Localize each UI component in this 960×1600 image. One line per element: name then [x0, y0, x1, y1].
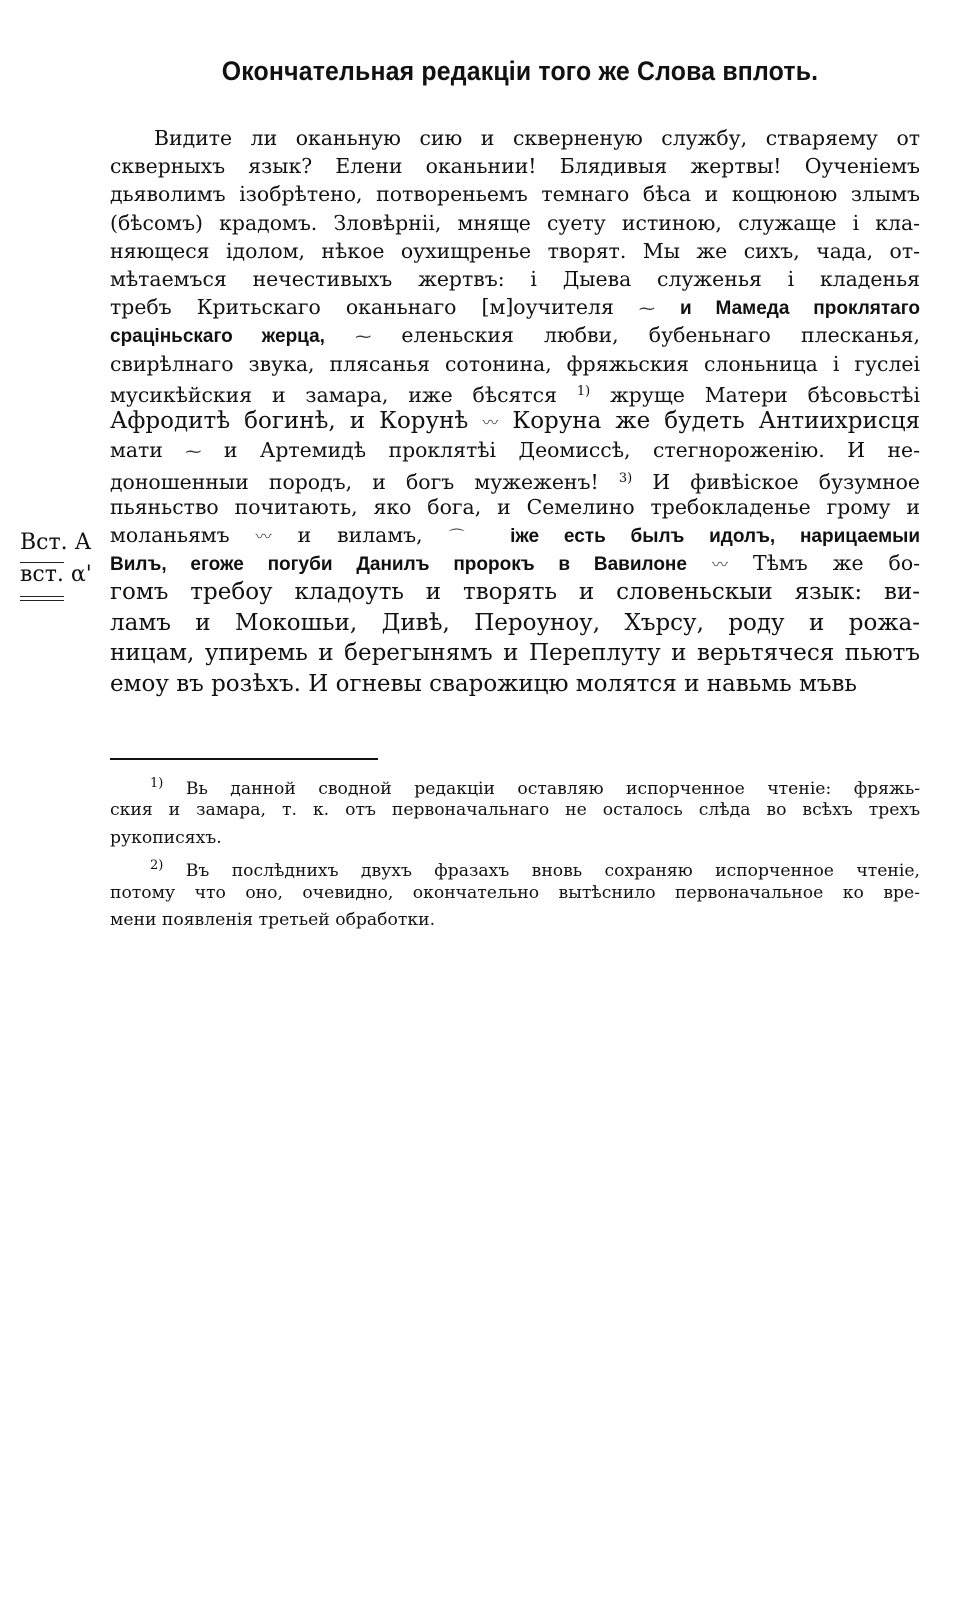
margin-note-insertion-a: Вст. А: [20, 530, 92, 555]
text-line: [110, 549, 920, 577]
page-title: Окончательная редакціи того же Слова вплоть.: [221, 56, 819, 86]
text-line: пьяньство почитають, яко бога, и Семелино требокладенье грому и: [110, 494, 920, 519]
text-line: ницам, упиремь и берегынямъ и Переплуту и верьтячеся пьютъ: [110, 640, 920, 667]
text-line: Видите ли оканьную сию и скверненую службу, ствaряему от: [154, 126, 920, 150]
footnote-mark: 2): [150, 858, 164, 874]
bold-insertion: Вилъ, егоже погуби Данилъ пророкъ в Вавилоне: [110, 554, 687, 576]
text-line: скверныхъ язык? Елени оканьнии! Блядивыя жертвы! Оученіемъ: [110, 154, 920, 179]
text-segment: Афродитѣ богинѣ, и Корунѣ: [110, 407, 469, 434]
omission-mark: ⁓: [638, 299, 655, 319]
footnote-text: Въ послѣднихъ двухъ фразахъ вновь сохраняю испорченное чтеніе,: [185, 861, 920, 882]
text-segment: Коруна же будеть Антиихрисця: [512, 407, 921, 434]
text-segment: мати: [110, 438, 163, 463]
text-line: [110, 378, 920, 406]
text-segment: жруще Матери бѣсовьстѣі: [610, 382, 920, 407]
text-line: мѣтаемъся нечестивыхъ жертвъ: і Дыева служенья і кладенья: [110, 266, 920, 291]
margin-note-insertion-alpha: вст. α': [20, 562, 92, 587]
omission-mark: 〰: [482, 412, 499, 432]
text-line: (бѣсомъ) крадомъ. Зловѣрніі, мняще суету истиною, служаще і кла-: [110, 210, 920, 235]
footnote-line: мени появленія третьей обработки.: [110, 909, 436, 930]
bold-insertion: и Мамеда проклятаго: [679, 298, 920, 320]
text-segment: требъ Критьскаго оканьнаго [м]оучителя: [110, 295, 614, 320]
text-segment: мусикѣйския и замара, иже бѣсятся: [110, 382, 557, 407]
text-segment: еленьския любви, бубеньнаго плесканья,: [401, 323, 921, 348]
text-segment: И фивѣіское бузумное: [652, 469, 920, 494]
footnote-line: рукописяхъ.: [110, 827, 222, 848]
text-line: [110, 406, 920, 437]
footnotes: [110, 770, 920, 934]
omission-mark: ⁓: [355, 327, 372, 347]
bold-insertion: сраціньскаго жерца,: [110, 326, 325, 348]
margin-rule: [20, 596, 64, 597]
footnote-mark: 1): [150, 776, 164, 791]
footnote-line: [110, 770, 920, 797]
omission-mark: 〰: [711, 555, 728, 575]
footnote-ref: 3): [618, 470, 633, 486]
footnote-line: потому что оно, очевидно, окончательно вытѣснило первоначальное ко вре-: [110, 882, 920, 903]
bold-insertion: іже есть былъ идолъ, нарицаемыи: [510, 525, 921, 547]
text-line: ламъ и Мокошьи, Дивѣ, Пероуноу, Хърсу, роду и рожа-: [110, 609, 920, 636]
text-segment: и виламъ,: [297, 522, 423, 547]
footnote-ref: 1): [576, 383, 591, 399]
footnote-divider: [110, 758, 378, 760]
text-line: [110, 521, 920, 549]
text-line: [110, 321, 920, 349]
text-line: [110, 465, 920, 493]
omission-mark: ⌒: [448, 526, 485, 546]
omission-mark: ⁓: [185, 442, 202, 462]
text-line: дьяволимъ ізобрѣтено, потвореньемъ темнаго бѣса и кощюною злымъ: [110, 182, 920, 207]
text-line: [110, 436, 920, 464]
footnote-text: Вь данной сводной редакціи оставляю испорченное чтеніе: фряжь-: [185, 779, 921, 799]
text-segment: моланьямъ: [110, 522, 230, 547]
text-line: гомъ требоу кладоуть и творять и словеньскыи язык: ви-: [110, 579, 920, 606]
text-segment: доношенныи породъ, и богъ мужеженъ!: [110, 469, 599, 494]
text-line: няющеся ідолом, нѣкое оухищренье творят. Мы же сихъ, чада, от-: [110, 238, 920, 263]
margin-rule: [20, 600, 64, 601]
footnote-line: [110, 852, 920, 882]
main-text: [110, 124, 920, 699]
text-segment: Тѣмъ же бо-: [752, 551, 920, 576]
text-line: [110, 293, 920, 321]
omission-mark: 〰: [255, 526, 272, 546]
text-line: емоу въ розѣхъ. И огневы сварожицю молятся и навьмь мъвь: [110, 670, 857, 697]
text-segment: и Артемидѣ проклятѣі Деомиссѣ, стегнороженію. И не-: [223, 438, 921, 463]
text-line: свирѣлнаго звука, плясанья сотонина, фряжьския слоньница і гуслеі: [110, 351, 920, 376]
footnote-line: ския и замара, т. к. отъ первоначальнаго не осталось слѣда во всѣхъ трехъ: [110, 800, 920, 821]
